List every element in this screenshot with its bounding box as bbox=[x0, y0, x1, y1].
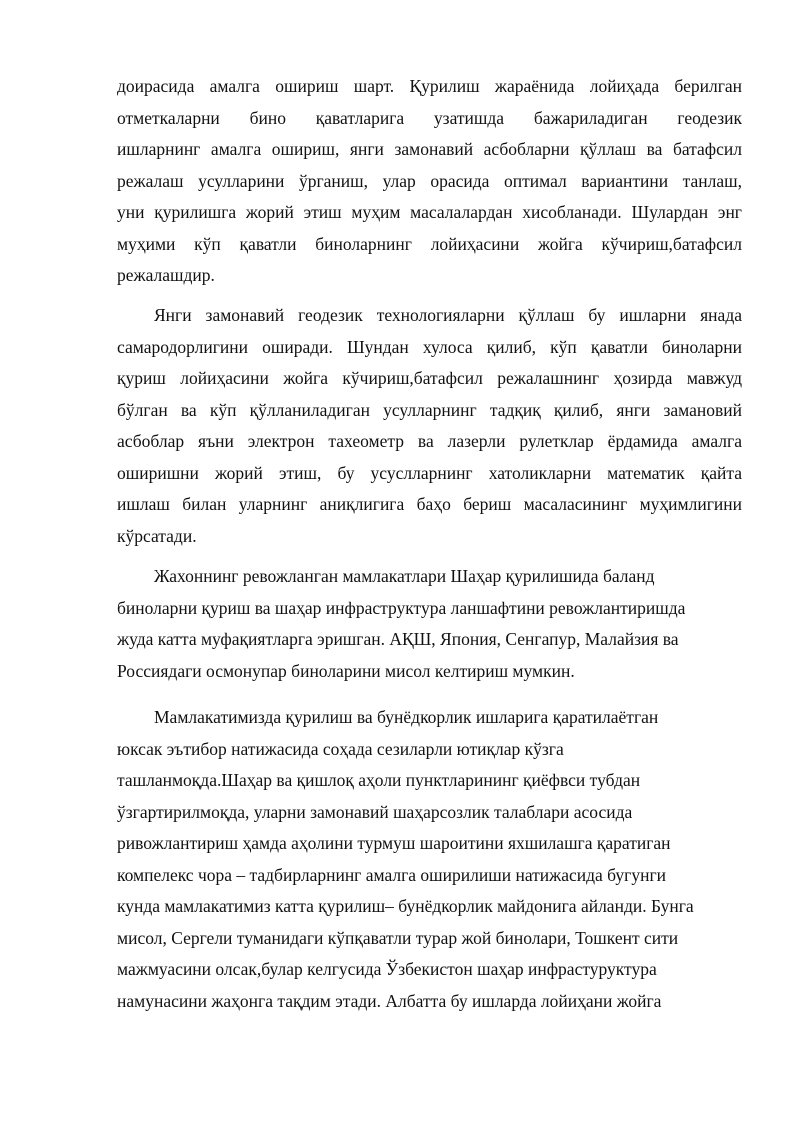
text-line: доирасида амалга ошириш шарт. Қурилиш жараёнида лойиҳада берилган bbox=[117, 76, 742, 96]
text-line: самародорлигини оширади. Шундан хулоса қилиб, кўп қаватли биноларни bbox=[117, 336, 742, 357]
paragraph-4 bbox=[117, 702, 742, 1017]
text-line: режалаш усулларини ўрганиш, улар орасида оптимал вариантини танлаш, bbox=[117, 170, 742, 191]
text-line: отметкаларни бино қаватларига узатишда бажариладиган геодезик bbox=[117, 107, 742, 128]
text-line: жуда катта муфақиятларга эришган. АҚШ, Япония, Сенгапур, Малайзия ва bbox=[117, 629, 679, 649]
text-line: Янги замонавий геодезик технологияларни қўллаш бу ишларни янада bbox=[154, 305, 742, 325]
text-line: кўрсатади. bbox=[117, 525, 197, 546]
text-line: биноларни қуриш ва шаҳар инфраструктура ланшафтини ревожлантиришда bbox=[117, 597, 686, 618]
text-line: ташланмоқда.Шаҳар ва қишлоқ аҳоли пунктларининг қиёфвси тубдан bbox=[117, 770, 641, 790]
text-line: мисол, Сергели туманидаги кўпқаватли турар жой бинолари, Тошкент сити bbox=[117, 927, 679, 948]
text-line: ишларнинг амалга ошириш, янги замонавий асбобларни қўллаш ва батафсил bbox=[117, 139, 742, 159]
text-line: режалашдир. bbox=[117, 265, 215, 285]
text-line: намунасини жаҳонга тақдим этади. Албатта бу ишларда лойиҳани жойга bbox=[117, 990, 662, 1011]
text-line: мажмуасини олсак,булар келгусида Ўзбекистон шаҳар инфрастуруктура bbox=[117, 959, 657, 979]
text-line: Мамлакатимизда қурилиш ва бунёдкорлик ишларига қаратилаётган bbox=[154, 707, 659, 727]
text-line: қуриш лойиҳасини жойга кўчириш,батафсил режалашнинг ҳозирда мавжуд bbox=[117, 368, 742, 388]
text-line: юксак эътибор натижасида соҳада сезиларли ютиқлар кўзга bbox=[117, 738, 564, 759]
text-line: муҳими кўп қаватли биноларнинг лойиҳасини жойга кўчириш,батафсил bbox=[117, 233, 742, 254]
text-line: ривожлантириш ҳамда аҳолини турмуш шароитини яхшилашга қаратиган bbox=[117, 833, 671, 853]
text-line: бўлган ва кўп қўлланиладиган усулларнинг тадқиқ қилиб, янги замановий bbox=[117, 399, 742, 420]
text-line: компелекс чора – тадбирларнинг амалга оширилиши натижасида бугунги bbox=[117, 864, 667, 885]
paragraph-3 bbox=[117, 561, 742, 687]
text-line: уни қурилишга жорий этиш муҳим масалалардан хисобланади. Шулардан энг bbox=[117, 202, 742, 222]
text-line: Жахоннинг ревожланган мамлакатлари Шаҳар қурилишида баланд bbox=[154, 566, 655, 586]
text-line: ишлаш билан уларнинг аниқлигига баҳо бериш масаласининг муҳимлигини bbox=[117, 494, 742, 514]
text-line: ўзгартирилмоқда, уларни замонавий шаҳарсозлик талаблари асосида bbox=[117, 801, 633, 822]
paragraph-2 bbox=[117, 300, 742, 552]
text-line: оширишни жорий этиш, бу усуслларнинг хатоликларни математик қайта bbox=[117, 462, 742, 483]
text-line: асбоблар яъни электрон тахеометр ва лазерли рулетклар ёрдамида амалга bbox=[117, 431, 742, 451]
text-line: Россиядаги осмонупар биноларини мисол келтириш мумкин. bbox=[117, 660, 575, 681]
text-line: кунда мамлакатимиз катта қурилиш– бунёдкорлик майдонига айланди. Бунга bbox=[117, 896, 694, 916]
paragraph-1 bbox=[117, 71, 742, 292]
